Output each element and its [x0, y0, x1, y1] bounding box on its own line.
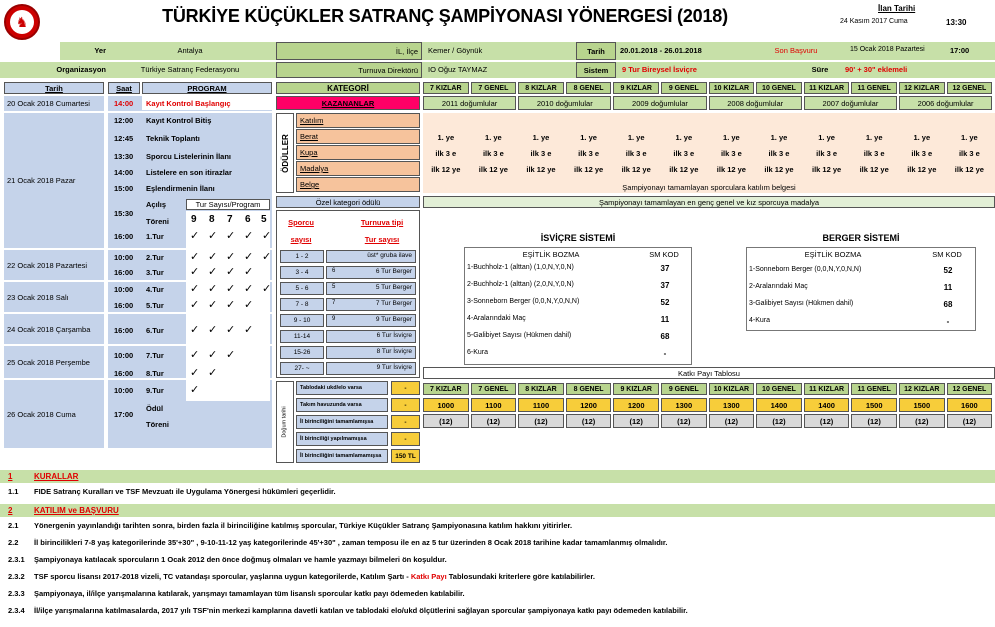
katki-value-5: 1200: [613, 398, 659, 412]
katki-category-10: 11 GENEL: [851, 383, 897, 395]
checkmark-icon: ✓: [208, 266, 218, 278]
year-4: 2008 doğumlular: [709, 96, 802, 110]
category-9: 11 KIZLAR: [804, 82, 850, 94]
ilan-time: 13:30: [946, 18, 967, 27]
special-type-1: üst* gruba ilave: [367, 252, 412, 259]
isvicre-code-2: 37: [660, 281, 670, 290]
rule-number-1: 1: [8, 472, 13, 481]
checkmark-icon: ✓: [226, 349, 236, 361]
isvicre-code-1: 37: [660, 264, 670, 273]
katki-value-3: 1100: [518, 398, 564, 412]
checkmark-icon: ✓: [190, 349, 200, 361]
rule-head-3: KATILIM ve BAŞVURU: [34, 506, 119, 515]
katki-cond-1: Tablodaki ukd/elo varsa: [296, 381, 388, 395]
katki-value-9: 1400: [804, 398, 850, 412]
category-3: 8 KIZLAR: [518, 82, 564, 94]
award-ilk3-10: ilk 3 e: [863, 148, 885, 158]
katki-value-7: 1300: [709, 398, 755, 412]
rule-head-1: KURALLAR: [34, 472, 79, 481]
award-ilk12-4: ilk 12 ye: [573, 164, 604, 174]
rule-head-bg-1: [0, 470, 995, 483]
rule-number-7: 2.3.2: [8, 572, 25, 581]
checkmark-icon: ✓: [244, 251, 254, 263]
rule-text-9: İl/ilçe yarışmalarına katılmasalarda, 2017 yılı TSF'nin merkezi kamplarına davetli katılan ve tablodaki elo/ukd ölçütlerini sağlayan sporcular şampiyonaya katkı payı ödemeden katılabilir.: [34, 606, 688, 615]
special-count-2: 3 - 4: [280, 266, 324, 279]
dir-value: IO Oğuz TAYMAZ: [428, 65, 488, 74]
rule-text-part2: Tablosundaki kriterlere göre katılabilirler.: [446, 572, 595, 581]
belge-text: Şampiyonayı tamamlayan sporculara katılım belgesi: [622, 182, 796, 192]
award-ye-1: 1. ye: [437, 132, 455, 142]
isvicre-h1: EŞİTLİK BOZMA: [522, 250, 580, 259]
isvicre-rule-1: 1-Buchholz-1 (alttan) (1,0,N,Y,0,N): [467, 264, 574, 271]
isvicre-rule-4: 4-Aralarındaki Maç: [467, 315, 526, 322]
berger-rule-4: 4-Kura: [749, 317, 771, 324]
r4-time: 13:30: [114, 152, 134, 161]
sistem-label: Sistem: [576, 62, 616, 78]
katki-fee-4: -: [391, 432, 420, 446]
year-5: 2007 doğumlular: [804, 96, 897, 110]
tur-col-9: 9: [191, 214, 197, 225]
isvicre-rule-6: 6-Kura: [467, 349, 489, 356]
oduller-vertical-box: [276, 113, 294, 193]
katki-value-6: 1300: [661, 398, 707, 412]
katki-category-11: 12 KIZLAR: [899, 383, 945, 395]
category-10: 11 GENEL: [851, 82, 897, 94]
isvicre-rule-3: 3-Sonneborn Berger (0,0,N,Y,0,N,N): [467, 298, 580, 305]
katki-category-5: 9 KIZLAR: [613, 383, 659, 395]
berger-h2: SM KOD: [932, 250, 962, 259]
category-11: 12 KIZLAR: [899, 82, 945, 94]
tour-2-label: 2.Tur: [146, 253, 164, 262]
page-title: TÜRKİYE KÜÇÜKLER SATRANÇ ŞAMPİYONASI YÖNERGESİ (2018): [162, 6, 728, 26]
checkmark-icon: ✓: [190, 283, 200, 295]
r6-time: 15:00: [114, 184, 134, 193]
odul-time: 17:00: [114, 410, 134, 419]
katki-category-9: 11 KIZLAR: [804, 383, 850, 395]
tour-3-time: 16:00: [114, 268, 134, 277]
ozel-kategori-label: Özel kategori ödülü: [276, 196, 420, 208]
checkmark-icon: ✓: [244, 299, 254, 311]
acilis-label: Açılış: [146, 200, 167, 209]
rule-number-6: 2.3.1: [8, 555, 25, 564]
date-d5: 24 Ocak 2018 Çarşamba: [7, 324, 91, 334]
isvicre-code-3: 52: [660, 298, 670, 307]
berger-code-4: -: [946, 317, 950, 326]
katki-category-1: 7 KIZLAR: [423, 383, 469, 395]
award-ilk12-10: ilk 12 ye: [859, 164, 889, 174]
chess-knight-icon: ♞: [10, 10, 34, 34]
special-type-2: 6 Tur Berger: [375, 268, 412, 275]
award-ilk12-11: ilk 12 ye: [907, 164, 937, 174]
katki-cond-4: İl birinciliği yapılmamışsa: [296, 432, 388, 446]
special-count-1: 1 - 2: [280, 250, 324, 263]
madalya-text: Şampiyonayı tamamlayan en genç genel ve kız sporcuya madalya: [423, 196, 995, 208]
katki-value-12: 1600: [947, 398, 993, 412]
org-value: Türkiye Satranç Federasyonu: [140, 65, 240, 74]
tour-1-label: 1.Tur: [146, 232, 164, 241]
tour-7-label: 7.Tur: [146, 351, 164, 360]
rule-text-4: Yönergenin yayınlandığı tarihten sonra, birden fazla il birinciliğine katılmış sporcular, Türkiye Küçükler Satranç Şampiyonasına katılım hakkını yitirirler.: [34, 521, 573, 530]
checkmark-icon: ✓: [244, 283, 254, 295]
award-ye-4: 1. ye: [580, 132, 597, 142]
special-type-4: 7 Tur Berger: [375, 300, 412, 307]
award-ilk12-7: ilk 12 ye: [716, 164, 746, 174]
katki-cond-3: İl birinciliğini tamamlamışsa: [296, 415, 388, 429]
special-type-5: 9 Tur Berger: [375, 316, 412, 323]
sure-label: Süre: [811, 65, 829, 74]
rule-text-part1: TSF sporcu lisansı 2017-2018 vizeli, TC vatandaşı sporcular, yaşlarına uygun kategorilerde, Katılım Şartı -: [34, 572, 411, 581]
award-ilk3-5: ilk 3 e: [625, 148, 647, 158]
checkmark-icon: ✓: [208, 251, 218, 263]
il-label-text: İL, İlçe: [395, 46, 418, 56]
award-ye-9: 1. ye: [818, 132, 835, 142]
sure-value: 90' + 30" eklemeli: [845, 65, 908, 74]
year-2: 2010 doğumlular: [518, 96, 611, 110]
tour-8-time: 16:00: [114, 369, 134, 378]
katki-paren-10: (12): [851, 414, 897, 428]
checkmark-icon: ✓: [262, 283, 272, 295]
tour-3-label: 3.Tur: [146, 268, 164, 277]
turnuva-header-1: Turnuva tipi: [360, 218, 404, 227]
katki-value-1: 1000: [423, 398, 469, 412]
basvuru-date: 15 Ocak 2018 Pazartesi: [850, 46, 925, 53]
r5-time: 14:00: [114, 168, 134, 177]
award-ye-3: 1. ye: [532, 132, 550, 142]
special-type-8: 9 Tur İsviçre: [376, 364, 412, 371]
r2-event: Kayıt Kontrol Bitiş: [146, 116, 212, 125]
checkmark-icon: ✓: [190, 384, 200, 396]
checkmark-icon: ✓: [226, 230, 236, 242]
berger-rule-3: 3-Galibiyet Sayısı (Hükmen dahil): [749, 300, 854, 307]
special-icon-2: 6: [332, 268, 336, 274]
katki-value-8: 1400: [756, 398, 802, 412]
katki-value-2: 1100: [471, 398, 517, 412]
special-type-3: 5 Tur Berger: [375, 284, 412, 291]
tour-1-time: 16:00: [114, 232, 134, 241]
tour-9-time: 10:00: [114, 386, 134, 395]
rule-number-2: 1.1: [8, 487, 19, 496]
rule-text-2: FIDE Satranç Kuralları ve TSF Mevzuatı ile Uygulama Yönergesi hükümleri geçerlidir.: [34, 487, 336, 496]
award-belge: Belge: [296, 177, 420, 192]
basvuru-label: Son Başvuru: [774, 46, 818, 55]
category-4: 8 GENEL: [566, 82, 612, 94]
rule-text-red: Katkı Payı: [410, 572, 447, 581]
basvuru-time: 17:00: [950, 46, 970, 55]
date-d7: 26 Ocak 2018 Cuma: [7, 409, 76, 419]
katki-category-3: 8 KIZLAR: [518, 383, 564, 395]
award-ye-2: 1. ye: [485, 132, 502, 142]
katki-cond-5: İl birinciliğini tamamlamamışsa: [296, 449, 388, 463]
col-tarih: Tarih: [4, 82, 104, 94]
award-ye-10: 1. ye: [865, 132, 883, 142]
year-1: 2011 doğumlular: [423, 96, 516, 110]
special-count-5: 9 - 10: [280, 314, 324, 327]
katki-category-6: 9 GENEL: [661, 383, 707, 395]
date-d3: 22 Ocak 2018 Pazartesi: [7, 260, 88, 270]
checkmark-icon: ✓: [262, 230, 272, 242]
tur-col-5: 5: [261, 214, 267, 225]
checkmark-icon: ✓: [208, 283, 218, 295]
katki-category-8: 10 GENEL: [756, 383, 802, 395]
special-count-4: 7 - 8: [280, 298, 324, 311]
date-d2: 21 Ocak 2018 Pazar: [7, 175, 76, 185]
rule-text-6: Şampiyonaya katılacak sporcuların 1 Ocak 2012 den önce doğmuş olmaları ve hamle yazmayı bilmeleri ön koşuldur.: [34, 555, 447, 564]
award-berat: Berat: [296, 129, 420, 144]
col-program: PROGRAM: [142, 82, 272, 94]
special-icon-5: 9: [332, 316, 336, 322]
berger-rule-1: 1-Sonneborn Berger (0,0,N,Y,0,N,N): [749, 266, 862, 273]
r5-event: Listelere en son itirazlar: [146, 168, 232, 177]
berger-code-1: 52: [943, 266, 953, 275]
award-ilk12-8: ilk 12 ye: [764, 164, 794, 174]
checkmark-icon: ✓: [262, 251, 272, 263]
checkmark-icon: ✓: [208, 230, 218, 242]
rule-text-8: Şampiyonaya, il/ilçe yarışmalarına katılarak, yarışmayı tamamlayan tüm lisanslı sporcular katkı payı ödemeden katılabilir.: [34, 589, 465, 598]
rule-number-4: 2.1: [8, 521, 19, 530]
berger-title: BERGER SİSTEMİ: [822, 233, 900, 243]
r4-event: Sporcu Listelerinin İlanı: [146, 152, 232, 161]
oduller-label: ÖDÜLLER: [280, 133, 290, 173]
kazananlar-label: KAZANANLAR: [276, 96, 420, 110]
award-ilk12-2: ilk 12 ye: [478, 164, 508, 174]
special-type-6: 6 Tur İsviçre: [376, 332, 412, 339]
tour-8-label: 8.Tur: [146, 369, 164, 378]
sporcu-header-1: Sporcu: [288, 218, 314, 227]
award-ilk12-9: ilk 12 ye: [811, 164, 842, 174]
checkmark-icon: ✓: [226, 324, 236, 336]
checkmark-icon: ✓: [190, 251, 200, 263]
rule-number-5: 2.2: [8, 538, 19, 547]
award-madalya: Madalya: [296, 161, 420, 176]
turnuva-header-2: Tur sayısı: [364, 235, 400, 244]
isvicre-rule-5: 5-Galibiyet Sayısı (Hükmen dahil): [467, 332, 572, 339]
checkmark-icon: ✓: [244, 266, 254, 278]
checkmark-icon: ✓: [190, 266, 200, 278]
award-ilk3-1: ilk 3 e: [435, 148, 457, 158]
special-icon-4: 7: [332, 300, 336, 306]
award-ye-11: 1. ye: [913, 132, 931, 142]
ilan-date: 24 Kasım 2017 Cuma: [840, 18, 908, 25]
checkmark-icon: ✓: [190, 230, 200, 242]
checkmark-icon: ✓: [226, 251, 236, 263]
berger-code-2: 11: [943, 283, 953, 292]
berger-code-3: 68: [943, 300, 953, 309]
checkmark-icon: ✓: [208, 324, 218, 336]
r6-event: Eşlendirmenin İlanı: [146, 184, 215, 193]
special-count-7: 15-26: [280, 346, 324, 359]
tour-2-time: 10:00: [114, 253, 134, 262]
isvicre-code-5: 68: [660, 332, 670, 341]
special-icon-3: 5: [332, 284, 336, 290]
sporcu-header-2: sayısı: [290, 235, 312, 244]
checkmark-icon: ✓: [208, 367, 218, 379]
rule-text-5: İl birincilikleri 7-8 yaş kategorilerinde 35'+30" , 9-10-11-12 yaş kategorilerinde 45'+30" , zaman temposu ile en az 5 tur üzerinden 8 Ocak 2018 tarihine kadar tamamlanmış olmalıdır.: [34, 538, 668, 547]
katki-paren-6: (12): [661, 414, 707, 428]
katki-fee-3: -: [391, 415, 420, 429]
award-ilk3-11: ilk 3 e: [911, 148, 933, 158]
tsf-logo: [4, 4, 40, 40]
special-count-3: 5 - 6: [280, 282, 324, 295]
kategori-label: KATEGORİ: [276, 82, 420, 94]
award-ilk12-5: ilk 12 ye: [621, 164, 651, 174]
isvicre-h2: SM KOD: [649, 250, 679, 259]
rule-text-7: [34, 572, 595, 581]
category-12: 12 GENEL: [947, 82, 993, 94]
award-ilk3-9: ilk 3 e: [816, 148, 838, 158]
tour-4-label: 4.Tur: [146, 285, 164, 294]
award-ilk3-2: ilk 3 e: [482, 148, 504, 158]
special-count-6: 11-14: [280, 330, 324, 343]
award-ilk3-7: ilk 3 e: [720, 148, 742, 158]
award-ye-5: 1. ye: [627, 132, 645, 142]
katki-value-10: 1500: [851, 398, 897, 412]
award-ilk3-6: ilk 3 e: [673, 148, 695, 158]
katki-value-4: 1200: [566, 398, 612, 412]
odul-label: Ödül: [146, 404, 164, 413]
rule-number-8: 2.3.3: [8, 589, 25, 598]
katki-paren-8: (12): [756, 414, 802, 428]
tur-col-6: 6: [245, 214, 251, 225]
odul-toreni: Töreni: [146, 420, 169, 429]
katki-cond-2: Takım havuzunda varsa: [296, 398, 388, 412]
category-8: 10 GENEL: [756, 82, 802, 94]
year-6: 2006 doğumlular: [899, 96, 992, 110]
special-count-8: 27- ~: [280, 362, 324, 375]
tur-sayisi-header: Tur Sayısı/Program: [186, 199, 270, 210]
tour-4-time: 10:00: [114, 285, 134, 294]
dir-label-text: Turnuva Direktörü: [358, 65, 418, 75]
category-5: 9 KIZLAR: [613, 82, 659, 94]
isvicre-title: İSVİÇRE SİSTEMİ: [540, 233, 616, 243]
katki-paren-9: (12): [804, 414, 850, 428]
katki-paren-4: (12): [566, 414, 612, 428]
tur-col-8: 8: [209, 214, 215, 225]
tarih-label: Tarih: [576, 42, 616, 60]
category-2: 7 GENEL: [471, 82, 517, 94]
award-ilk3-8: ilk 3 e: [768, 148, 790, 158]
award-ilk12-6: ilk 12 ye: [669, 164, 699, 174]
checkmark-icon: ✓: [190, 299, 200, 311]
award-ilk3-3: ilk 3 e: [530, 148, 552, 158]
katki-category-4: 8 GENEL: [566, 383, 612, 395]
checkmark-icon: ✓: [226, 283, 236, 295]
katki-paren-11: (12): [899, 414, 945, 428]
award-ilk3-4: ilk 3 e: [578, 148, 600, 158]
katki-category-12: 12 GENEL: [947, 383, 993, 395]
date-d4: 23 Ocak 2018 Salı: [7, 292, 69, 302]
r1-event: Kayıt Kontrol Başlangıç: [146, 99, 231, 108]
r3-time: 12:45: [114, 134, 134, 143]
katki-paren-7: (12): [709, 414, 755, 428]
isvicre-code-6: -: [663, 349, 667, 358]
ilan-tarihi-label: İlan Tarihi: [878, 4, 916, 13]
katki-side-box: [276, 381, 294, 463]
katki-category-7: 10 KIZLAR: [709, 383, 755, 395]
tarih-value: 20.01.2018 - 26.01.2018: [620, 46, 702, 55]
berger-rule-2: 2-Aralarındaki Maç: [749, 283, 808, 290]
category-7: 10 KIZLAR: [709, 82, 755, 94]
col-saat: Saat: [108, 82, 140, 94]
award-ilk12-12: ilk 12 ye: [954, 164, 984, 174]
checkmark-icon: ✓: [190, 367, 200, 379]
tour-7-time: 10:00: [114, 351, 134, 360]
yer-label: Yer: [94, 46, 106, 55]
il-label: [276, 42, 422, 60]
checkmark-icon: ✓: [244, 324, 254, 336]
checkmark-icon: ✓: [226, 299, 236, 311]
katki-paren-5: (12): [613, 414, 659, 428]
sistem-value: 9 Tur Bireysel İsviçre: [622, 65, 697, 74]
isvicre-code-4: 11: [660, 315, 670, 324]
rule-head-bg-3: [0, 504, 995, 517]
katki-paren-1: (12): [423, 414, 469, 428]
il-value: Kemer / Göynük: [428, 46, 483, 55]
org-label: Organizasyon: [56, 65, 106, 74]
special-type-7: 8 Tur İsviçre: [376, 348, 412, 355]
award-ilk3-12: ilk 3 e: [958, 148, 980, 158]
year-3: 2009 doğumlular: [613, 96, 706, 110]
tour-6-time: 16:00: [114, 326, 134, 335]
award-ye-7: 1. ye: [723, 132, 740, 142]
rule-number-3: 2: [8, 506, 13, 515]
tour-9-label: 9.Tur: [146, 386, 164, 395]
rule-number-9: 2.3.4: [8, 606, 25, 615]
award-katılım: Katılım: [296, 113, 420, 128]
tour-5-time: 16:00: [114, 301, 134, 310]
checkmark-icon: ✓: [190, 324, 200, 336]
category-6: 9 GENEL: [661, 82, 707, 94]
r3-event: Teknik Toplantı: [146, 134, 200, 143]
berger-h1: EŞİTLİK BOZMA: [804, 250, 862, 259]
date-d1: 20 Ocak 2018 Cumartesi: [7, 98, 90, 108]
acilis-time: 15:30: [114, 209, 134, 218]
checkmark-icon: ✓: [208, 349, 218, 361]
award-ilk12-1: ilk 12 ye: [431, 164, 461, 174]
award-ye-8: 1. ye: [770, 132, 788, 142]
dir-label: [276, 62, 422, 78]
katki-category-2: 7 GENEL: [471, 383, 517, 395]
katki-paren-2: (12): [471, 414, 517, 428]
award-ye-6: 1. ye: [675, 132, 693, 142]
katki-fee-2: -: [391, 398, 420, 412]
katki-title: Katkı Payı Tablosu: [423, 367, 995, 379]
checkmark-icon: ✓: [244, 230, 254, 242]
katki-fee-5: 150 TL: [391, 449, 420, 463]
tur-col-7: 7: [227, 214, 233, 225]
katki-value-11: 1500: [899, 398, 945, 412]
katki-fee-1: -: [391, 381, 420, 395]
award-ilk12-3: ilk 12 ye: [526, 164, 556, 174]
katki-paren-3: (12): [518, 414, 564, 428]
tour-5-label: 5.Tur: [146, 301, 164, 310]
tour-6-label: 6.Tur: [146, 326, 164, 335]
r1-time: 14:00: [114, 99, 134, 108]
award-ye-12: 1. ye: [961, 132, 978, 142]
checkmark-icon: ✓: [208, 299, 218, 311]
acilis-toreni: Töreni: [146, 217, 169, 226]
isvicre-rule-2: 2-Buchholz-1 (alttan) (2,0,N,Y,0,N): [467, 281, 574, 288]
checkmark-icon: ✓: [226, 266, 236, 278]
yer-value: Antalya: [177, 46, 203, 55]
r2-time: 12:00: [114, 116, 134, 125]
award-kupa: Kupa: [296, 145, 420, 160]
katki-paren-12: (12): [947, 414, 993, 428]
katki-side-label: Doğum tarihi: [282, 406, 288, 438]
date-d6: 25 Ocak 2018 Perşembe: [7, 357, 90, 367]
category-1: 7 KIZLAR: [423, 82, 469, 94]
